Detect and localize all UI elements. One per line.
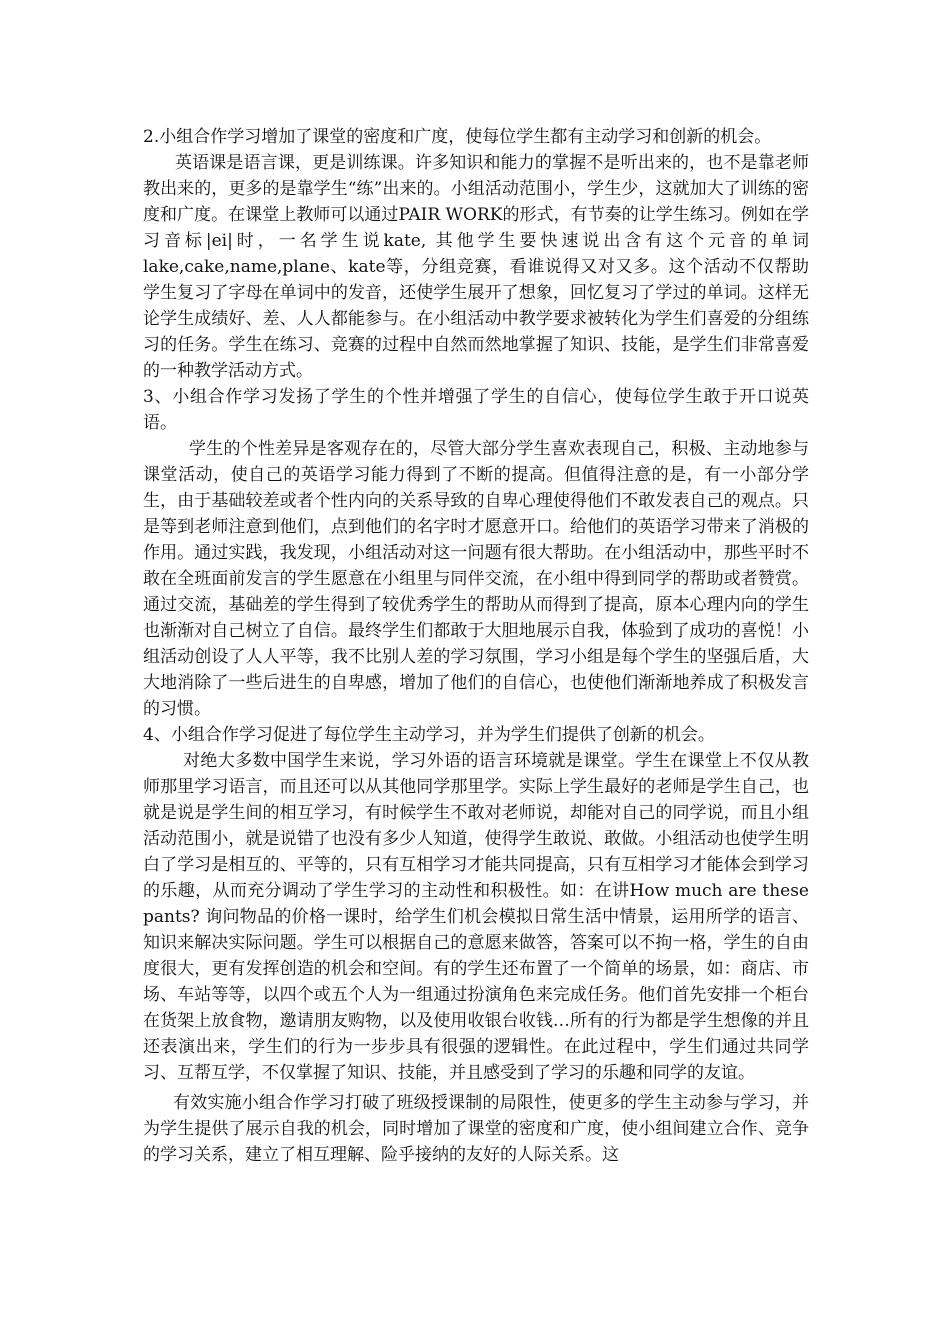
document-page	[143, 124, 809, 1168]
section-2-heading: 2.小组合作学习增加了课堂的密度和广度，使每位学生都有主动学习和创新的机会。	[143, 127, 772, 147]
section-4-paragraph: 对绝大多数中国学生来说，学习外语的语言环境就是课堂。学生在课堂上不仅从教师那里学习语言，而且还可以从其他同学那里学。实际上学生最好的老师是学生自己，也就是说是学生间的相互学习，有时候学生不敢对老师说，却能对自己的同学说，而且小组活动范围小，就是说错了也没有多少人知道，使得学生敢说、敢做。小组活动也使学生明白了学习是相互的、平等的，只有互相学习才能共同提高，只有互相学习才能体会到学习的乐趣，从而充分调动了学生学习的主动性和积极性。如：在讲How much are these pants? 询问物品的价格一课时，给学生们机会模拟日常生活中情景，运用所学的语言、知识来解决实际问题。学生可以根据自己的意愿来做答，答案可以不拘一格，学生的自由度很大，更有发挥创造的机会和空间。有的学生还布置了一个简单的场景，如：商店、市场、车站等等，以四个或五个人为一组通过扮演角色来完成任务。他们首先安排一个柜台在货架上放食物，邀请朋友购物，以及使用收银台收钱…所有的行为都是学生想像的并且还表演出来，学生们的行为一步步具有很强的逻辑性。在此过程中，学生们通过共同学习、互帮互学，不仅掌握了知识、技能，并且感受到了学习的乐趣和同学的友谊。	[143, 751, 809, 1083]
section-4-heading: 4、小组合作学习促进了每位学生主动学习，并为学生们提供了创新的机会。	[143, 725, 715, 745]
section-3-heading: 3、小组合作学习发扬了学生的个性并增强了学生的自信心，使每位学生敢于开口说英语。	[143, 387, 809, 433]
section-3-paragraph: 学生的个性差异是客观存在的，尽管大部分学生喜欢表现自己，积极、主动地参与课堂活动，使自己的英语学习能力得到了不断的提高。但值得注意的是，有一小部分学生，由于基础较差或者个性内向的关系导致的自卑心理使得他们不敢发表自己的观点。只是等到老师注意到他们，点到他们的名字时才愿意开口。给他们的英语学习带来了消极的作用。通过实践，我发现，小组活动对这一问题有很大帮助。在小组活动中，那些平时不敢在全班面前发言的学生愿意在小组里与同伴交流，在小组中得到同学的帮助或者赞赏。通过交流，基础差的学生得到了较优秀学生的帮助从而得到了提高，原本心理内向的学生也渐渐对自己树立了自信。最终学生们都敢于大胆地展示自我，体验到了成功的喜悦！小组活动创设了人人平等，我不比别人差的学习氛围，学习小组是每个学生的坚强后盾，大大地消除了一些后进生的自卑感，增加了他们的自信心，也使他们渐渐地养成了积极发言的习惯。	[143, 439, 809, 719]
section-2-paragraph: 英语课是语言课，更是训练课。许多知识和能力的掌握不是听出来的，也不是靠老师教出来的，更多的是靠学生“练”出来的。小组活动范围小，学生少，这就加大了训练的密度和广度。在课堂上教师可以通过PAIR WORK的形式，有节奏的让学生练习。例如在学习音标|ei|时，一名学生说kate, 其他学生要快速说出含有这个元音的单词lake,cake,name,plane、kate等，分组竞赛，看谁说得又对又多。这个活动不仅帮助学生复习了字母在单词中的发音，还使学生展开了想象，回忆复习了学过的单词。这样无论学生成绩好、差、人人都能参与。在小组活动中教学要求被转化为学生们喜爱的分组练习的任务。学生在练习、竞赛的过程中自然而然地掌握了知识、技能，是学生们非常喜爱的一种教学活动方式。	[143, 153, 809, 381]
closing-paragraph: 有效实施小组合作学习打破了班级授课制的局限性，使更多的学生主动参与学习，并为学生提供了展示自我的机会，同时增加了课堂的密度和广度，使小组间建立合作、竞争的学习关系，建立了相互理解、险乎接纳的友好的人际关系。这	[143, 1093, 809, 1165]
